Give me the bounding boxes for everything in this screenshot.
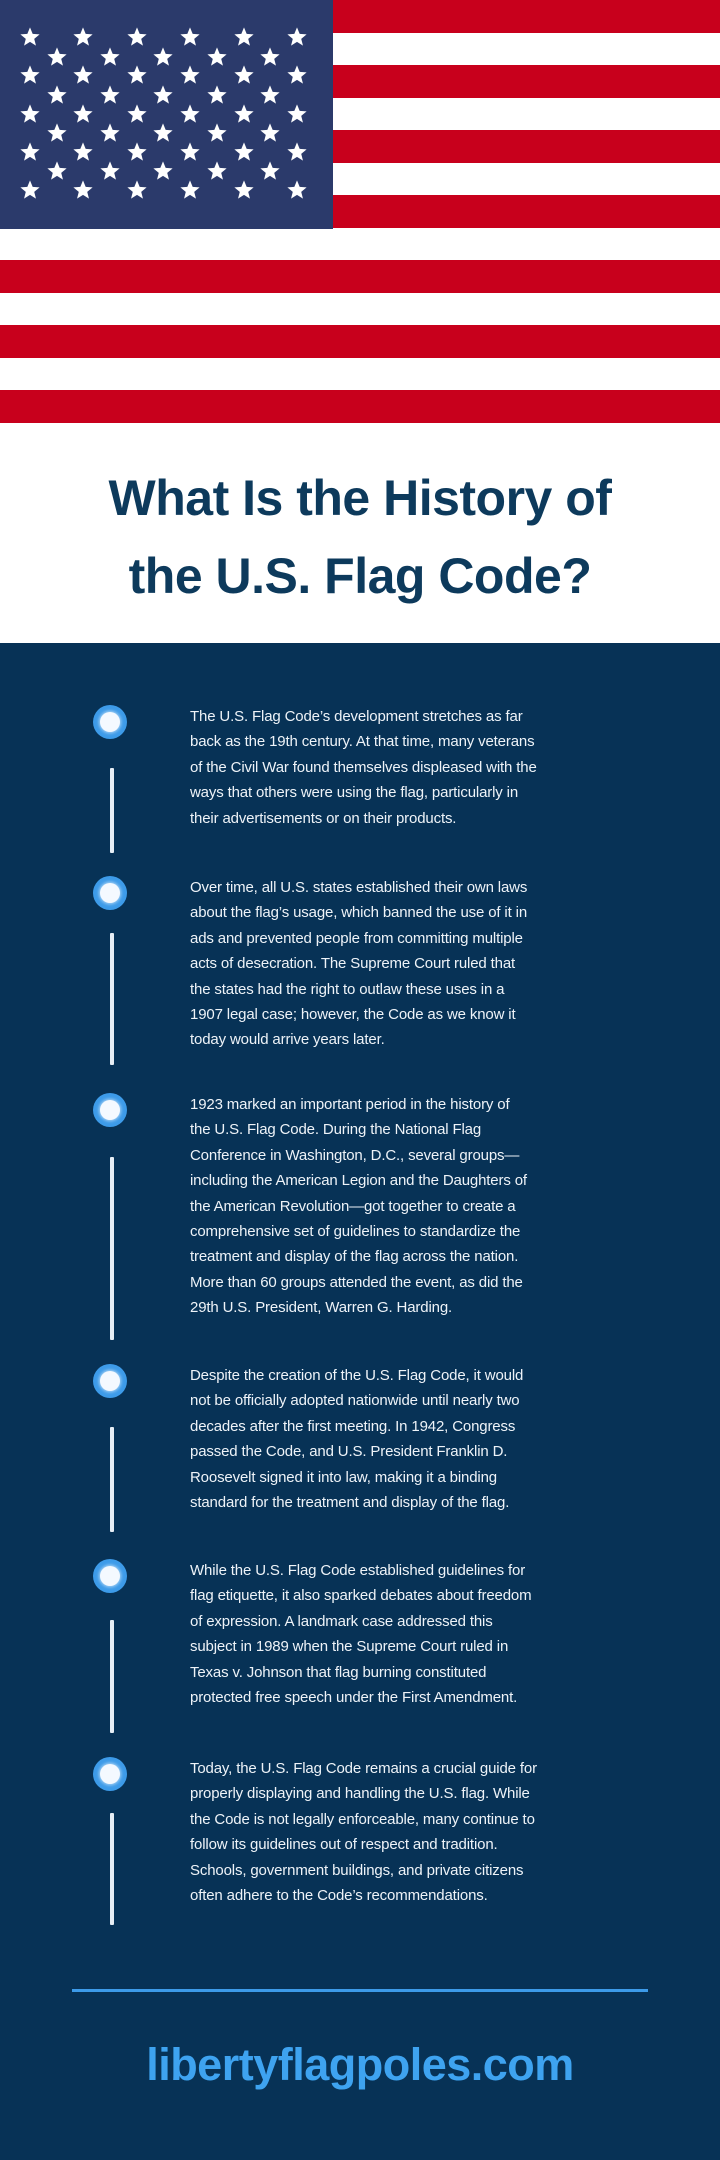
paragraph-line: flag etiquette, it also sparked debates about freedom <box>190 1587 532 1605</box>
paragraph-line: ways that others were using the flag, particularly in <box>190 784 519 802</box>
star-icon <box>46 84 68 106</box>
paragraph-line: subject in 1989 when the Supreme Court ruled in <box>190 1638 509 1656</box>
paragraph-line: protected free speech under the First Amendment. <box>190 1689 518 1707</box>
page-title <box>0 459 720 615</box>
paragraph-line: Today, the U.S. Flag Code remains a crucial guide for <box>190 1760 537 1777</box>
star-icon <box>72 141 94 163</box>
star-icon <box>233 64 255 86</box>
star-icon <box>72 64 94 86</box>
timeline-section <box>0 643 720 2160</box>
timeline-dot-icon <box>93 876 127 910</box>
star-icon <box>286 141 308 163</box>
paragraph-line: 1907 legal case; however, the Code as we know it <box>190 1006 516 1024</box>
star-icon <box>126 141 148 163</box>
paragraph-line: follow its guidelines out of respect and tradition. <box>190 1836 498 1854</box>
paragraph-line: While the U.S. Flag Code established guidelines for <box>190 1562 526 1579</box>
timeline-paragraph <box>190 704 630 831</box>
star-icon <box>19 179 41 201</box>
star-icon <box>152 46 174 68</box>
paragraph-line: ads and prevented people from committing multiple <box>190 929 523 947</box>
star-icon <box>179 64 201 86</box>
paragraph-line: their advertisements or on their products. <box>190 809 457 827</box>
paragraph-line: The U.S. Flag Code’s development stretches as far <box>190 708 523 725</box>
timeline-dot-icon <box>93 1093 127 1127</box>
star-icon <box>46 46 68 68</box>
paragraph-line: of expression. A landmark case addressed this <box>190 1612 493 1630</box>
star-icon <box>259 46 281 68</box>
star-icon <box>233 103 255 125</box>
paragraph-line: back as the 19th century. At that time, many veterans <box>190 733 535 751</box>
timeline-paragraph <box>190 1092 630 1321</box>
star-icon <box>72 103 94 125</box>
star-icon <box>72 26 94 48</box>
star-icon <box>259 122 281 144</box>
paragraph-line: often adhere to the Code’s recommendations. <box>190 1887 488 1905</box>
paragraph-line: decades after the first meeting. In 1942, Congress <box>190 1417 516 1435</box>
red-stripe <box>0 260 720 293</box>
star-icon <box>179 103 201 125</box>
paragraph-line: Despite the creation of the U.S. Flag Code, it would <box>190 1367 524 1384</box>
star-icon <box>259 160 281 182</box>
white-stripe <box>0 293 720 326</box>
header <box>0 423 720 643</box>
star-icon <box>152 160 174 182</box>
paragraph-line: Texas v. Johnson that flag burning constituted <box>190 1663 487 1681</box>
flag-canton <box>0 0 333 229</box>
paragraph-line: of the Civil War found themselves displeased with the <box>190 758 537 776</box>
paragraph-line: treatment and display of the flag across the nation. <box>190 1248 519 1266</box>
white-stripe <box>0 228 720 261</box>
star-icon <box>179 26 201 48</box>
paragraph-line: not be officially adopted nationwide until nearly two <box>190 1392 520 1410</box>
paragraph-line: the Code is not legally enforceable, many continue to <box>190 1810 535 1828</box>
star-icon <box>286 179 308 201</box>
paragraph-line: Schools, government buildings, and private citizens <box>190 1861 524 1879</box>
star-icon <box>19 26 41 48</box>
paragraph-line: about the flag’s usage, which banned the use of it in <box>190 904 528 922</box>
star-icon <box>286 103 308 125</box>
timeline-connector-line <box>110 933 114 1065</box>
paragraph-line: passed the Code, and U.S. President Franklin D. <box>190 1443 508 1461</box>
paragraph-line: Over time, all U.S. states established their own laws <box>190 879 528 896</box>
star-icon <box>99 84 121 106</box>
star-icon <box>233 179 255 201</box>
star-icon <box>233 141 255 163</box>
star-icon <box>206 46 228 68</box>
paragraph-line: the American Revolution—got together to create a <box>190 1197 516 1215</box>
star-icon <box>19 64 41 86</box>
star-icon <box>72 179 94 201</box>
timeline-paragraph <box>190 875 630 1053</box>
timeline-dot-icon <box>93 705 127 739</box>
star-icon <box>206 84 228 106</box>
star-icon <box>126 64 148 86</box>
paragraph-line: properly displaying and handling the U.S. flag. While <box>190 1785 530 1803</box>
paragraph-line: 29th U.S. President, Warren G. Harding. <box>190 1299 453 1317</box>
star-icon <box>179 179 201 201</box>
page-title-line-1: What Is the History of <box>108 470 612 526</box>
star-icon <box>126 26 148 48</box>
star-icon <box>286 26 308 48</box>
star-icon <box>126 179 148 201</box>
star-icon <box>206 160 228 182</box>
paragraph-line: including the American Legion and the Daughters of <box>190 1172 527 1190</box>
star-icon <box>152 84 174 106</box>
paragraph-line: acts of desecration. The Supreme Court ruled that <box>190 955 516 973</box>
star-icon <box>259 84 281 106</box>
timeline-connector-line <box>110 768 114 853</box>
star-icon <box>99 46 121 68</box>
star-icon <box>179 141 201 163</box>
paragraph-line: comprehensive set of guidelines to standardize the <box>190 1223 521 1241</box>
footer-divider <box>72 1989 648 1992</box>
red-stripe <box>0 390 720 423</box>
website-link[interactable]: libertyflagpoles.com <box>146 2039 574 2090</box>
timeline-paragraph <box>190 1756 630 1908</box>
us-flag-image <box>0 0 720 423</box>
timeline-connector-line <box>110 1813 114 1925</box>
timeline-dot-icon <box>93 1364 127 1398</box>
paragraph-line: 1923 marked an important period in the history of <box>190 1096 510 1113</box>
star-icon <box>152 122 174 144</box>
star-icon <box>19 141 41 163</box>
white-stripe <box>0 358 720 391</box>
timeline-connector-line <box>110 1427 114 1532</box>
timeline-paragraph <box>190 1558 630 1710</box>
paragraph-line: the U.S. Flag Code. During the National Flag <box>190 1121 482 1139</box>
star-icon <box>99 160 121 182</box>
timeline-paragraph <box>190 1363 630 1515</box>
star-icon <box>99 122 121 144</box>
timeline-connector-line <box>110 1620 114 1733</box>
red-stripe <box>0 325 720 358</box>
timeline-connector-line <box>110 1157 114 1340</box>
star-icon <box>46 160 68 182</box>
page-title-line-2: the U.S. Flag Code? <box>128 548 592 604</box>
paragraph-line: Conference in Washington, D.C., several groups— <box>190 1146 520 1164</box>
paragraph-line: Roosevelt signed it into law, making it a binding <box>190 1468 497 1486</box>
star-icon <box>126 103 148 125</box>
paragraph-line: More than 60 groups attended the event, as did the <box>190 1273 523 1291</box>
star-icon <box>286 64 308 86</box>
star-icon <box>233 26 255 48</box>
star-icon <box>46 122 68 144</box>
star-icon <box>206 122 228 144</box>
timeline-dot-icon <box>93 1559 127 1593</box>
timeline-dot-icon <box>93 1757 127 1791</box>
paragraph-line: the states had the right to outlaw these uses in a <box>190 980 505 998</box>
paragraph-line: standard for the treatment and display of the flag. <box>190 1494 510 1512</box>
paragraph-line: today would arrive years later. <box>190 1031 385 1049</box>
star-icon <box>19 103 41 125</box>
